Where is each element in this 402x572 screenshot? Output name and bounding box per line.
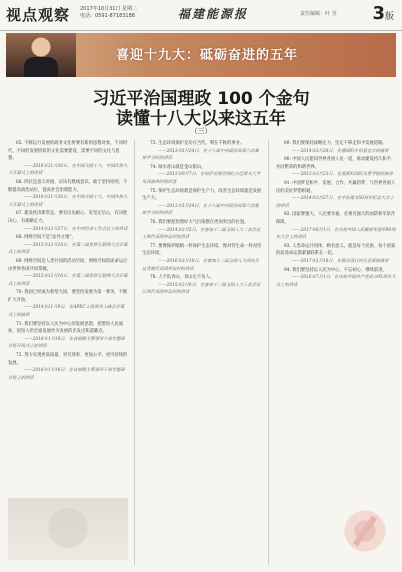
quote-paragraph [8, 234, 128, 257]
quote-text: 68. 网络空间不是“法外之地”。 [16, 235, 76, 241]
quote-text: 75. 保护生态环境就是保护生产力，改善生态环境就是发展生产力。 [142, 188, 262, 202]
quote-paragraph [142, 140, 262, 163]
quote-text: 92. 国家要强大，人民要幸福，必须有强大的国防和军队作保障。 [276, 212, 396, 225]
quote-text: 71. 我们要坚持以人民为中心的发展思想，把增进人民福祉、促进人的全面发展作为发展的出发点和落脚点。 [8, 321, 124, 335]
quote-source: ——2013年9月7日，在哈萨克斯坦纳扎尔巴耶夫大学发表演讲时的回答 [142, 172, 261, 185]
quote-source: ——2013年5月24日，在十八届中央政治局第六次集体学习时的讲话 [142, 148, 259, 162]
quote-source: ——2017年8月1日，在庆祝中国人民解放军建军90周年大会上的讲话 [276, 227, 396, 241]
section-banner [6, 33, 396, 77]
quote-paragraph [8, 140, 128, 178]
headline-line-2: 读懂十八大以来这五年 [116, 109, 286, 129]
quote-source: ——2015年12月16日，在第二届世界互联网大会开幕式上的讲话 [8, 242, 128, 256]
quote-text: 94. 我们要坚持以人民为中心，不忘初心、继续前进。 [284, 267, 387, 273]
quote-paragraph [142, 164, 262, 187]
quote-text: 77. 要像保护眼睛一样保护生态环境，像对待生命一样对待生态环境。 [142, 243, 262, 257]
quote-source: ——2014年11月9日，在APEC工商领导人峰会开幕式上的演讲 [8, 305, 125, 319]
quote-source: ——2013年3月23日，在莫斯科国际关系学院的演讲 [292, 172, 393, 178]
quote-paragraph [142, 243, 262, 273]
quote-paragraph [8, 258, 128, 288]
page-number [372, 3, 394, 24]
meta-line-2: 电话：0591-87183188 [80, 13, 135, 19]
quote-paragraph [8, 179, 128, 209]
quote-text: 74. 绿水青山就是金山银山。 [150, 164, 206, 170]
masthead-meta [80, 6, 137, 20]
quote-paragraph [142, 219, 262, 242]
quote-text: 67. 建设经济新常态，要有历史耐心，有坚定信心，有决胜决心，有战略定力。 [8, 211, 128, 224]
quote-source: ——2016年11月30日，在中国文联十大、中国作协九大开幕式上的讲话 [8, 163, 128, 177]
faded-photo [8, 498, 128, 560]
newspaper-logo: 福建能源报 [178, 7, 249, 21]
banner-slogan: 喜迎十九大：砥砺奋进的五年 [116, 48, 299, 63]
quote-source: ——2014年3月28日，在德国科尔伯基金会的演讲 [292, 148, 389, 154]
quote-text: 93. 人类命运共同体，顾名思义，就是每个民族、每个国家的前途命运都紧紧联系在一起。 [276, 243, 396, 257]
column-divider [134, 140, 135, 565]
quote-text: 69. 网络空间是人类共同的活动空间，网络空间前途命运应由世界各国共同掌握。 [8, 258, 128, 272]
quote-paragraph [276, 156, 396, 179]
quote-text: 76. 我们要把治理好大气污染摆在更加突出的位置。 [150, 219, 249, 225]
quote-source: ——2015年3月6日，在参加十二届全国人大三次会议江西代表团审议时的讲话 [142, 282, 261, 296]
quote-text: 73. 生态环境保护是功在当代、利在千秋的事业。 [150, 141, 245, 146]
quote-text: 65. 不断运行发展的政务文化将要有新的思想对象，不同时代、不同的发展阶段的文化需要建设，需要不同的文化与思想。 [8, 141, 128, 162]
quote-text: 72. 努力实现更高质量、更有效率、更加公平、更可持续的发展。 [8, 353, 128, 366]
page-suffix: 版 [384, 12, 394, 22]
headline-line-1: 习近平治国理政 100 个金句 [92, 89, 310, 109]
section-title: 视点观察 [6, 6, 71, 24]
quote-source: ——2016年1月18日，在省部级主要领导干部专题研讨班开班式上的讲话 [8, 336, 125, 350]
meta-line-1: 2017年10月31日 星期二 [80, 6, 138, 12]
quote-paragraph [8, 321, 128, 351]
article-column-3 [276, 140, 396, 290]
quote-source: ——2017年1月18日，在联合国日内瓦总部的演讲 [292, 258, 389, 264]
quote-text: 70. 我国已经成为新型大国，要坚持发展为第一要务，不断扩大开放。 [8, 290, 128, 303]
party-emblem-icon [342, 508, 388, 554]
quote-source: ——2013年5月24日，在十八届中央政治局第六次集体学习时的讲话 [142, 203, 259, 217]
quote-paragraph [276, 140, 396, 155]
quote-text: 91. 中国梦是和平、发展、合作、共赢的梦，与世界各国人民的美好梦想相通。 [276, 180, 396, 194]
page-number-value: 3 [372, 3, 385, 24]
quote-paragraph [276, 267, 396, 290]
quote-source: ——2016年7月1日，在庆祝中国共产党成立95周年大会上的讲话 [276, 275, 396, 288]
quote-text: 78. 人不负青山，青山定不负人。 [150, 275, 215, 281]
quote-paragraph [276, 243, 396, 266]
quote-source: ——2016年1月18日，在省部级主要领导干部专题研讨班上的讲话 [8, 368, 125, 381]
quote-paragraph [276, 211, 396, 241]
quote-paragraph [8, 210, 128, 233]
portrait-photo [6, 33, 76, 77]
quote-paragraph [8, 352, 128, 382]
article-column-2 [142, 140, 262, 298]
masthead [0, 0, 402, 31]
quote-text: 89. 我们要保持战略定力，坚定不移走和平发展道路。 [284, 141, 387, 146]
quote-source: ——2014年12月27日，在中央经济工作会议上的讲话 [24, 226, 128, 232]
quote-source: ——2016年3月10日，在参加十二届全国人大四次会议青海代表团审议时的讲话 [142, 258, 259, 272]
column-divider [268, 140, 269, 565]
quote-paragraph [142, 188, 262, 218]
quote-source: ——2014年3月27日，在中法建交50周年纪念大会上的讲话 [276, 196, 394, 209]
editor-line: 责任编辑：叶 莹 [300, 11, 337, 17]
quote-paragraph [142, 274, 262, 297]
quote-source: ——2015年12月16日，在第二届世界互联网大会开幕式上的讲话 [8, 274, 128, 287]
quote-paragraph [276, 180, 396, 210]
quote-source: ——2016年11月30日，在中国文联十大、中国作协九大开幕式上的讲话 [8, 195, 128, 208]
quote-text: 90. 中国人民愿同世界各国人民一道，推动建设持久和平、共同繁荣的和谐世界。 [276, 157, 396, 170]
quote-source: ——2014年3月5日，在参加十二届全国人大二次会议上海代表团审议时的讲话 [142, 227, 261, 241]
quote-text: 66. 四位是意义对接，应该有底线意识，敢于坚持原则，不断提高政治站位，提高社会治理能力。 [8, 179, 128, 193]
headline-part-number: （三） [190, 127, 212, 135]
quote-paragraph [8, 289, 128, 319]
article-column-1 [8, 140, 128, 383]
